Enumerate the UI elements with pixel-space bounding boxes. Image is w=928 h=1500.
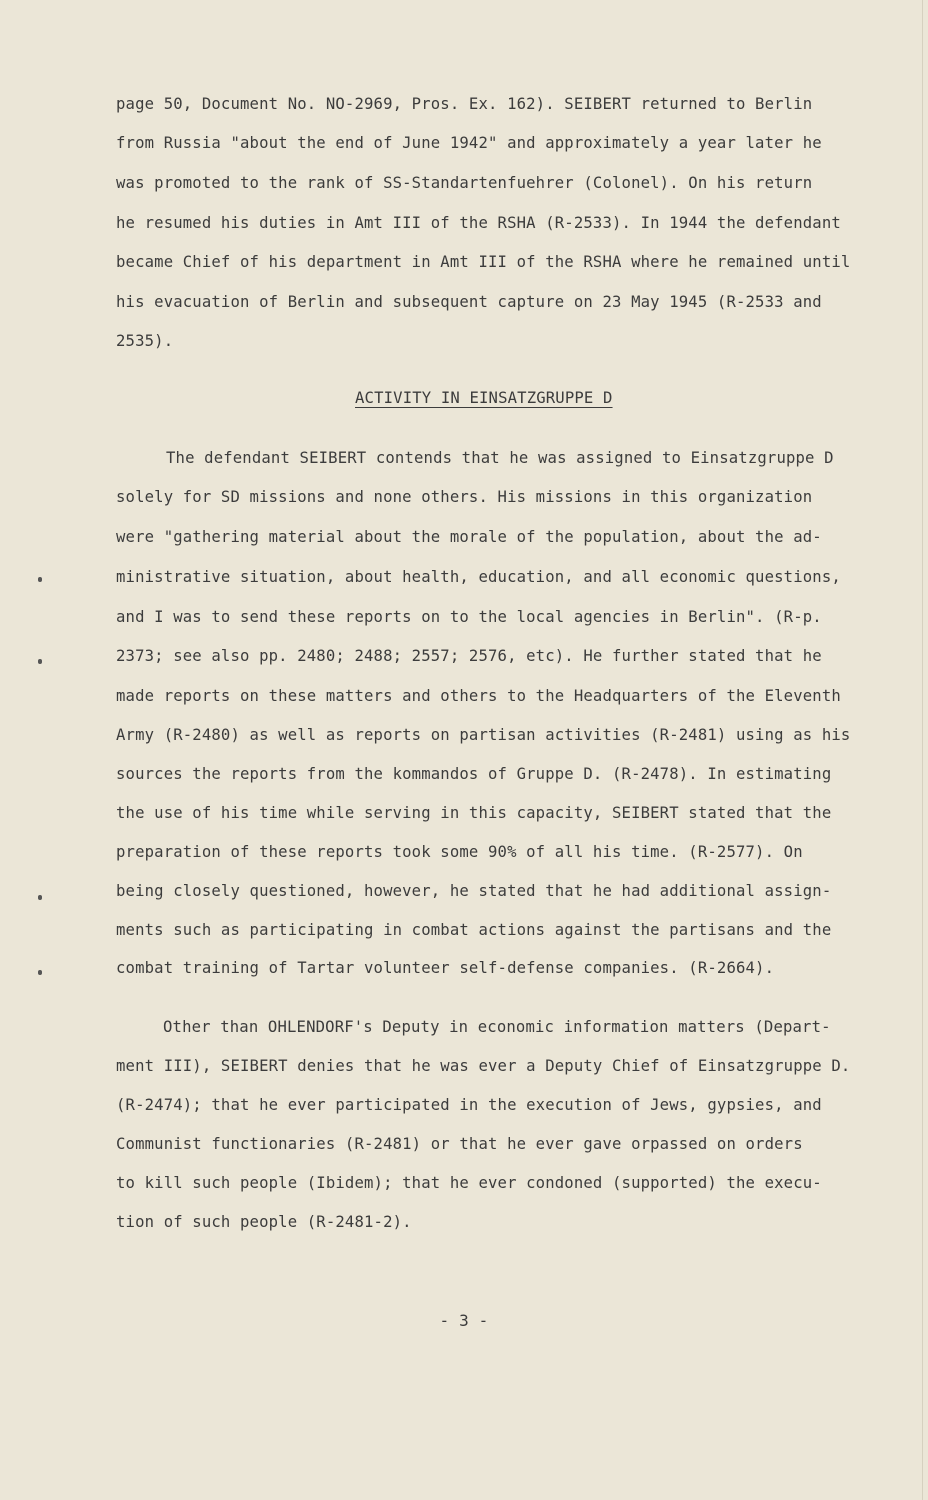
text-line: (R-2474); that he ever participated in the execution of Jews, gypsies, and bbox=[116, 1096, 822, 1114]
page-number: - 3 - bbox=[439, 1311, 489, 1330]
text-line: were "gathering material about the morale of the population, about the ad- bbox=[116, 528, 822, 546]
text-line: he resumed his duties in Amt III of the RSHA (R-2533). In 1944 the defendant bbox=[116, 214, 841, 232]
section-heading: ACTIVITY IN EINSATZGRUPPE D bbox=[355, 389, 613, 407]
text-line: preparation of these reports took some 90% of all his time. (R-2577). On bbox=[116, 843, 803, 861]
text-line: the use of his time while serving in this capacity, SEIBERT stated that the bbox=[116, 804, 832, 822]
text-line: ments such as participating in combat actions against the partisans and the bbox=[116, 921, 832, 939]
text-line: and I was to send these reports on to the local agencies in Berlin". (R-p. bbox=[116, 608, 822, 626]
page-edge-line bbox=[922, 0, 923, 1500]
text-line: to kill such people (Ibidem); that he ever condoned (supported) the execu- bbox=[116, 1174, 822, 1192]
text-line: being closely questioned, however, he stated that he had additional assign- bbox=[116, 882, 832, 900]
text-line: 2535). bbox=[116, 332, 174, 350]
text-line: sources the reports from the kommandos of Gruppe D. (R-2478). In estimating bbox=[116, 765, 832, 783]
text-line: Army (R-2480) as well as reports on partisan activities (R-2481) using as his bbox=[116, 726, 851, 744]
text-line: made reports on these matters and others to the Headquarters of the Eleventh bbox=[116, 687, 841, 705]
text-line: his evacuation of Berlin and subsequent capture on 23 May 1945 (R-2533 and bbox=[116, 293, 822, 311]
text-line: Communist functionaries (R-2481) or that he ever gave orpassed on orders bbox=[116, 1135, 803, 1153]
text-line: Other than OHLENDORF's Deputy in economic information matters (Depart- bbox=[163, 1018, 831, 1036]
text-line: 2373; see also pp. 2480; 2488; 2557; 2576, etc). He further stated that he bbox=[116, 647, 822, 665]
text-line: The defendant SEIBERT contends that he was assigned to Einsatzgruppe D bbox=[166, 449, 834, 467]
text-line: from Russia "about the end of June 1942" and approximately a year later he bbox=[116, 134, 822, 152]
text-line: page 50, Document No. NO-2969, Pros. Ex. 162). SEIBERT returned to Berlin bbox=[116, 95, 813, 113]
margin-mark bbox=[38, 895, 42, 900]
text-line: solely for SD missions and none others. His missions in this organization bbox=[116, 488, 813, 506]
text-line: was promoted to the rank of SS-Standartenfuehrer (Colonel). On his return bbox=[116, 174, 813, 192]
margin-mark bbox=[38, 659, 42, 664]
text-line: tion of such people (R-2481-2). bbox=[116, 1213, 412, 1231]
text-line: ministrative situation, about health, education, and all economic questions, bbox=[116, 568, 841, 586]
text-line: ment III), SEIBERT denies that he was ever a Deputy Chief of Einsatzgruppe D. bbox=[116, 1057, 851, 1075]
text-line: combat training of Tartar volunteer self-defense companies. (R-2664). bbox=[116, 959, 775, 977]
margin-mark bbox=[38, 970, 42, 975]
margin-mark bbox=[38, 577, 42, 582]
text-line: became Chief of his department in Amt III of the RSHA where he remained until bbox=[116, 253, 851, 271]
